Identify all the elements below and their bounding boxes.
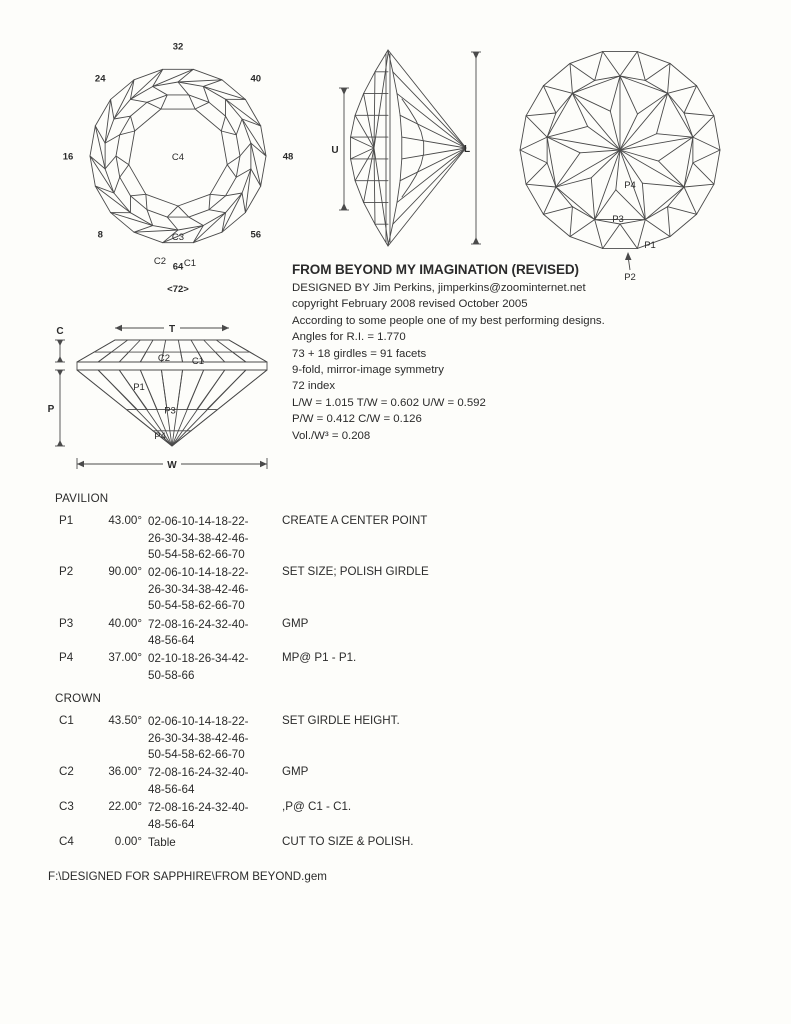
design-title: FROM BEYOND MY IMAGINATION (REVISED) xyxy=(292,262,579,277)
facet-index-list: 02-06-10-14-18-22- 26-30-34-38-42-46- 50-54-58-62-66-70 xyxy=(148,715,249,762)
svg-text:C3: C3 xyxy=(171,232,185,243)
facet-name: P4 xyxy=(59,651,74,665)
refractive-index-line: Angles for R.I. = 1.770 xyxy=(292,331,406,344)
svg-text:W: W xyxy=(167,460,177,471)
facet-index-list: 72-08-16-24-32-40- 48-56-64 xyxy=(148,617,249,648)
svg-text:C: C xyxy=(56,326,64,337)
profile-top-view-diagram xyxy=(326,38,501,268)
file-path-footer: F:\DESIGNED FOR SAPPHIRE\FROM BEYOND.gem xyxy=(48,870,327,883)
design-note: According to some people one of my best performing designs. xyxy=(292,314,605,327)
design-info-block xyxy=(292,262,712,444)
facet-description: SET SIZE; POLISH GIRDLE xyxy=(282,565,429,579)
facet-angle: 0.00° xyxy=(114,834,142,848)
profile-side-view-diagram xyxy=(44,318,294,473)
pavilion-view-diagram xyxy=(508,38,738,283)
facet-angle: 43.50° xyxy=(108,714,142,727)
facet-name: C2 xyxy=(59,765,74,779)
facet-count-line: 73 + 18 girdles = 91 facets xyxy=(292,347,427,360)
copyright-line: copyright February 2008 revised October 2005 xyxy=(292,298,528,311)
facet-index-list: 72-08-16-24-32-40- 48-56-64 xyxy=(148,801,249,831)
svg-text:P2: P2 xyxy=(624,272,636,283)
facet-description: GMP xyxy=(282,616,309,630)
facet-description: MP@ P1 - P1. xyxy=(282,651,357,665)
svg-text:P3: P3 xyxy=(612,214,624,225)
facet-name: P2 xyxy=(59,565,74,579)
crown-view-diagram xyxy=(58,38,298,295)
svg-text:P1: P1 xyxy=(133,382,145,393)
facet-name: P3 xyxy=(59,616,74,630)
svg-text:24: 24 xyxy=(94,73,106,85)
designer-line: DESIGNED BY Jim Perkins, jimperkins@zoominternet.net xyxy=(292,282,586,294)
svg-text:U: U xyxy=(331,145,339,156)
symmetry-line: 9-fold, mirror-image symmetry xyxy=(292,364,444,377)
facet-angle: 36.00° xyxy=(108,765,142,779)
facet-angle: 43.00° xyxy=(108,514,142,527)
svg-text:P: P xyxy=(47,404,55,415)
svg-text:C1: C1 xyxy=(191,356,205,368)
svg-text:C4: C4 xyxy=(171,152,185,163)
svg-text:48: 48 xyxy=(282,151,294,163)
ratios-line-3: Vol./W³ = 0.208 xyxy=(292,429,371,442)
facet-description: ,P@ C1 - C1. xyxy=(282,800,352,813)
svg-text:16: 16 xyxy=(62,151,74,163)
index-line: 72 index xyxy=(292,380,336,393)
svg-text:<72>: <72> xyxy=(167,284,189,295)
svg-text:L: L xyxy=(463,144,471,155)
svg-text:P1: P1 xyxy=(644,240,656,251)
facet-section-heading: CROWN xyxy=(55,692,102,705)
facet-section-heading: PAVILION xyxy=(55,492,109,505)
facet-angle: 37.00° xyxy=(108,651,142,665)
facet-angle: 90.00° xyxy=(108,565,142,579)
facet-index-list: 72-08-16-24-32-40- 48-56-64 xyxy=(148,766,249,796)
facet-index-list: 02-06-10-14-18-22- 26-30-34-38-42-46- 50-54-58-62-66-70 xyxy=(148,515,249,562)
svg-text:40: 40 xyxy=(250,73,262,85)
facet-index-list: Table xyxy=(148,835,176,849)
facet-name: C3 xyxy=(59,800,74,813)
facet-index-list: 02-10-18-26-34-42- 50-58-66 xyxy=(148,652,249,682)
svg-text:P3: P3 xyxy=(164,405,176,417)
facet-name: P1 xyxy=(59,514,74,527)
facet-index-list: 02-06-10-14-18-22- 26-30-34-38-42-46- 50-54-58-62-66-70 xyxy=(148,566,249,613)
facet-description: CUT TO SIZE & POLISH. xyxy=(282,834,414,848)
facet-angle: 22.00° xyxy=(108,800,142,813)
ratios-line-1: L/W = 1.015 T/W = 0.602 U/W = 0.592 xyxy=(292,396,486,409)
facet-name: C1 xyxy=(59,714,74,727)
ratios-line-2: P/W = 0.412 C/W = 0.126 xyxy=(292,413,422,426)
svg-text:P4: P4 xyxy=(624,180,636,191)
svg-text:P4: P4 xyxy=(154,430,166,442)
facet-angle: 40.00° xyxy=(108,616,142,630)
facet-description: SET GIRDLE HEIGHT. xyxy=(282,714,400,727)
svg-text:64: 64 xyxy=(172,261,184,273)
svg-text:8: 8 xyxy=(97,229,103,241)
facet-description: CREATE A CENTER POINT xyxy=(282,514,428,527)
svg-text:56: 56 xyxy=(250,229,262,241)
svg-text:32: 32 xyxy=(172,41,184,53)
facet-name: C4 xyxy=(59,834,74,848)
facet-description: GMP xyxy=(282,765,309,779)
svg-text:C2: C2 xyxy=(157,353,171,365)
svg-text:C2: C2 xyxy=(153,256,167,267)
svg-text:T: T xyxy=(168,324,176,335)
svg-text:C1: C1 xyxy=(183,258,197,269)
